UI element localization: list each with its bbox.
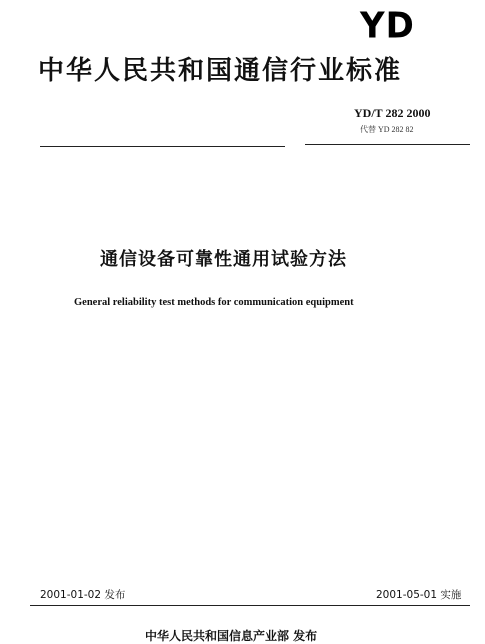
issue-date: 2001-01-02 发布	[40, 589, 126, 601]
document-title-chinese: 通信设备可靠性通用试验方法	[100, 249, 347, 270]
implementation-date: 2001-05-01 实施	[376, 589, 462, 601]
header-divider-right	[305, 144, 470, 145]
yd-logo: YD	[360, 5, 415, 47]
replaces-standard: 代替 YD 282 82	[360, 125, 414, 134]
document-title-english: General reliability test methods for communication equipment	[74, 297, 354, 308]
header-divider-left	[40, 146, 285, 147]
footer-divider	[30, 605, 470, 606]
standard-number: YD/T 282 2000	[354, 106, 431, 120]
publisher-line: 中华人民共和国信息产业部 发布	[145, 629, 318, 643]
organization-heading: 中华人民共和国通信行业标准	[38, 56, 403, 86]
